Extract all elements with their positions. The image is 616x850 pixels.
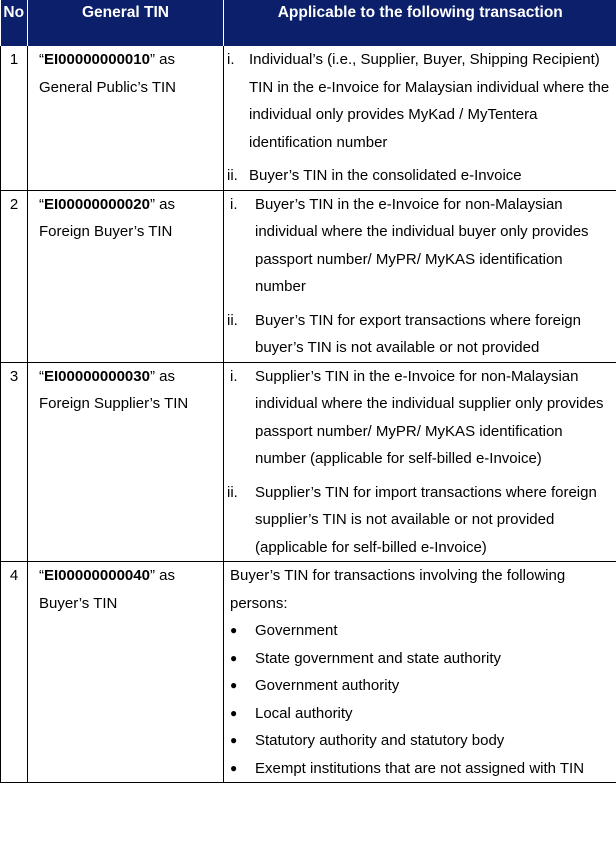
tin-description: Foreign Buyer’s TIN [39,223,173,240]
tin-code: EI00000000030 [44,367,150,385]
tin-code: EI00000000040 [44,567,150,584]
table-row [1,190,616,362]
table-row [1,362,616,562]
table-row [1,46,616,190]
quote-close-as: ” as [149,367,175,385]
row-number: 3 [1,362,28,562]
tin-description: Buyer’s TIN [39,594,118,612]
bullet-icon: ● [230,733,238,747]
quote-open: “ [39,567,44,584]
general-tin-cell [28,562,224,783]
table-row [1,562,616,783]
list-item-text: Buyer’s TIN for export transactions where foreign buyer’s TIN is not available or not provided [255,311,581,356]
bullet-icon: ● [230,623,238,637]
tin-description: Foreign Supplier’s TIN [39,395,189,412]
bullet-text: Exempt institutions that are not assigned with TIN [255,759,585,777]
applicable-transaction-cell [224,362,616,562]
applicable-transaction-cell [224,46,616,190]
tin-description: General Public’s TIN [39,78,177,96]
list-item-text: Buyer’s TIN in the e-Invoice for non-Malaysian individual where the individual buyer only provides passport number/ MyPR/ MyKAS identification number [255,195,589,295]
quote-close-as: ” as [149,567,175,584]
bullet-icon: ● [230,650,238,665]
persons-intro-text: Buyer’s TIN for transactions involving the following persons: [230,567,566,612]
general-tin-cell [28,362,224,562]
quote-open: “ [39,195,44,213]
bullet-text: Local authority [255,704,353,722]
tin-code: EI00000000010 [44,51,150,68]
list-item [224,46,616,156]
bullet-item [224,727,616,755]
list-item-text: Supplier’s TIN for import transactions where foreign supplier’s TIN is not available or not provided (applicable for self-billed e-Invoice) [255,483,597,556]
row-number: 4 [1,562,28,783]
header-no: No [1,0,28,46]
list-marker: i. [230,195,238,213]
list-item [224,479,616,562]
quote-close-as: ” as [149,51,175,68]
row-number: 2 [1,190,28,362]
table-header-row [1,0,616,46]
bullet-icon: ● [230,678,238,692]
bullet-item [224,645,616,673]
list-item [224,162,616,190]
bullet-text: Government [255,622,338,639]
list-item [224,191,616,301]
bullet-text: Government authority [255,677,400,694]
bullet-icon: ● [230,705,238,720]
header-general-tin: General TIN [28,0,224,46]
list-marker: ii. [227,167,238,184]
quote-open: “ [39,367,44,385]
list-marker: i. [227,51,235,68]
list-item-text: Buyer’s TIN in the consolidated e-Invoice [249,167,522,184]
list-item [224,363,616,473]
bullet-item [224,672,616,700]
list-item [224,307,616,362]
bullet-item [224,700,616,728]
quote-open: “ [39,51,44,68]
quote-close-as: ” as [149,195,175,213]
header-applicable-transaction: Applicable to the following transaction [224,0,616,46]
list-marker: i. [230,367,238,385]
list-item-text: Supplier’s TIN in the e-Invoice for non-Malaysian individual where the individual supplier only provides passport number/ MyPR/ MyKAS identification number (applicable for self-billed e-Invoice) [255,367,604,467]
tin-code: EI00000000020 [44,195,150,213]
list-item-text: Individual’s (i.e., Supplier, Buyer, Shipping Recipient) TIN in the e-Invoice for Malaysian individual where the individual only provides MyKad / MyTentera identification number [249,51,610,151]
bullet-item [224,755,616,783]
applicable-transaction-cell [224,190,616,362]
bullet-text: State government and state authority [255,649,501,667]
general-tin-cell [28,46,224,190]
bullet-icon: ● [230,760,238,775]
bullet-text: Statutory authority and statutory body [255,732,505,749]
general-tin-cell [28,190,224,362]
list-marker: ii. [227,311,238,329]
bullet-item [224,617,616,645]
list-marker: ii. [227,483,238,501]
row-number: 1 [1,46,28,190]
applicable-transaction-cell [224,562,616,783]
